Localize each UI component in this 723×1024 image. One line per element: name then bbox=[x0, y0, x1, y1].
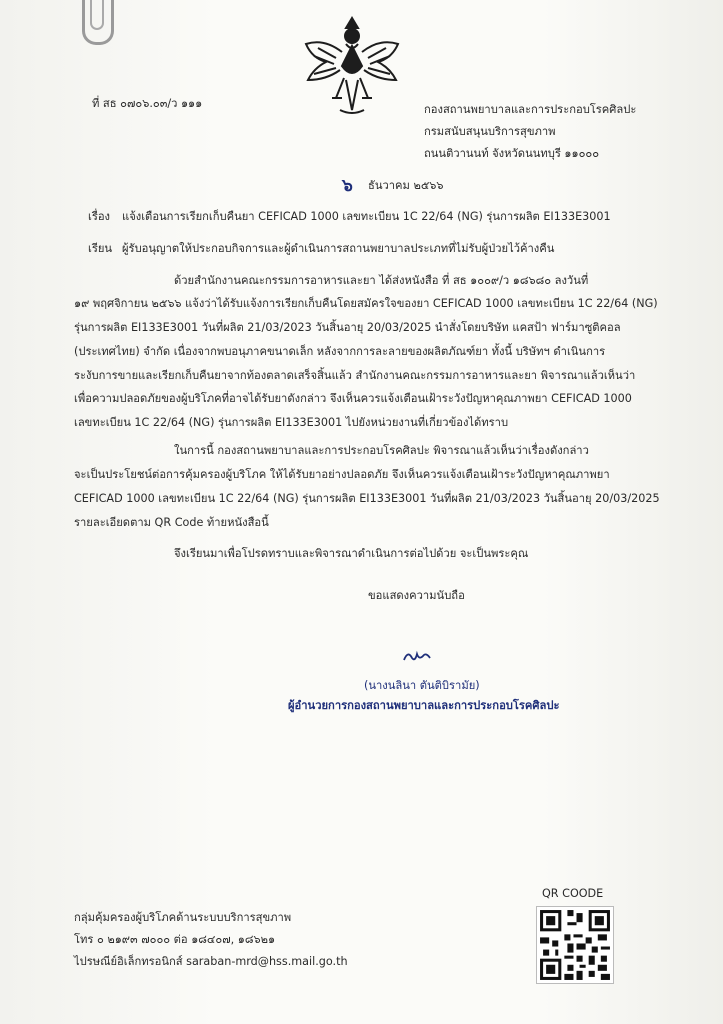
agency-line-3: ถนนติวานนท์ จังหวัดนนทบุรี ๑๑๐๐๐ bbox=[424, 147, 600, 160]
agency-line-1: กองสถานพยาบาลและการประกอบโรคศิลปะ bbox=[424, 103, 637, 116]
qr-code[interactable] bbox=[536, 906, 614, 984]
paperclip bbox=[82, 0, 114, 45]
recipient-text: ผู้รับอนุญาตให้ประกอบกิจการและผู้ดำเนินการสถานพยาบาลประเภทที่ไม่รับผู้ป่วยไว้ค้างคืน bbox=[122, 242, 555, 255]
recipient-label: เรียน bbox=[88, 242, 113, 255]
para2-line-1: ในการนี้ กองสถานพยาบาลและการประกอบโรคศิลปะ พิจารณาแล้วเห็นว่าเรื่องดังกล่าว bbox=[174, 444, 589, 457]
para1-line-3: รุ่นการผลิต EI133E3001 วันที่ผลิต 21/03/2023 วันสิ้นอายุ 20/03/2025 นำสั่งโดยบริษัท แคสป้า ฟาร์มาซูติคอล bbox=[74, 321, 621, 334]
para2-line-4: รายละเอียดตาม QR Code ท้ายหนังสือนี้ bbox=[74, 516, 269, 529]
para1-line-6: เพื่อความปลอดภัยของผู้บริโภคที่อาจได้รับยาดังกล่าว จึงเห็นควรแจ้งเตือนเฝ้าระวังปัญหาคุณภาพยา CEFICAD 1000 bbox=[74, 392, 632, 405]
qr-code-icon bbox=[537, 907, 613, 983]
date-month-year: ธันวาคม ๒๕๖๖ bbox=[368, 179, 444, 192]
para1-line-2: ๑๙ พฤศจิกายน ๒๕๖๖ แจ้งว่าได้รับแจ้งการเรียกเก็บคืนโดยสมัครใจของยา CEFICAD 1000 เลขทะเบียน 1C 22/64 (NG) bbox=[74, 297, 658, 310]
signer-position: ผู้อำนวยการกองสถานพยาบาลและการประกอบโรคศิลปะ bbox=[288, 699, 560, 712]
date-day: ๖ bbox=[342, 176, 353, 196]
signature-mark bbox=[402, 648, 432, 664]
para1-line-5: ระงับการขายและเรียกเก็บคืนยาจากท้องตลาดเสร็จสิ้นแล้ว สำนักงานคณะกรรมการอาหารและยา พิจารณาแล้วเห็นว่า bbox=[74, 369, 636, 382]
agency-line-2: กรมสนับสนุนบริการสุขภาพ bbox=[424, 125, 556, 138]
para1-line-4: (ประเทศไทย) จำกัด เนื่องจากพบอนุภาคขนาดเล็ก หลังจากการละลายของผลิตภัณฑ์ยา ทั้งนี้ บริษัทฯ ดำเนินการ bbox=[74, 345, 606, 358]
para1-line-7: เลขทะเบียน 1C 22/64 (NG) รุ่นการผลิต EI133E3001 ไปยังหน่วยงานที่เกี่ยวข้องได้ทราบ bbox=[74, 416, 509, 429]
para2-line-2: จะเป็นประโยชน์ต่อการคุ้มครองผู้บริโภค ให้ได้รับยาอย่างปลอดภัย จึงเห็นควรแจ้งเตือนเฝ้าระวังปัญหาคุณภาพยา bbox=[74, 468, 610, 481]
footer-department: กลุ่มคุ้มครองผู้บริโภคด้านระบบบริการสุขภาพ bbox=[74, 911, 292, 924]
regards-line: ขอแสดงความนับถือ bbox=[368, 589, 465, 602]
garuda-emblem-icon bbox=[296, 14, 408, 118]
footer-phone: โทร ๐ ๒๑๙๓ ๗๐๐๐ ต่อ ๑๘๔๐๗, ๑๘๖๒๑ bbox=[74, 933, 276, 946]
subject-text: แจ้งเตือนการเรียกเก็บคืนยา CEFICAD 1000 เลขทะเบียน 1C 22/64 (NG) รุ่นการผลิต EI133E3001 bbox=[122, 210, 611, 223]
para1-line-1: ด้วยสำนักงานคณะกรรมการอาหารและยา ได้ส่งหนังสือ ที่ สธ ๑๐๐๙/ว ๑๘๖๘๐ ลงวันที่ bbox=[174, 274, 589, 287]
closing-line: จึงเรียนมาเพื่อโปรดทราบและพิจารณาดำเนินการต่อไปด้วย จะเป็นพระคุณ bbox=[174, 547, 529, 560]
subject-label: เรื่อง bbox=[88, 210, 111, 223]
doc-number: ที่ สธ ๐๗๐๖.๐๓/ว ๑๑๑ bbox=[92, 97, 203, 110]
para2-line-3: CEFICAD 1000 เลขทะเบียน 1C 22/64 (NG) รุ่นการผลิต EI133E3001 วันที่ผลิต 21/03/2023 วันสิ้นอายุ 20/03/2025 bbox=[74, 492, 660, 505]
signer-name: (นางนลินา ตันติบิรามัย) bbox=[364, 679, 480, 692]
footer-email: ไปรษณีย์อิเล็กทรอนิกส์ saraban-mrd@hss.mail.go.th bbox=[74, 955, 348, 968]
qr-label: QR COODE bbox=[542, 887, 604, 900]
